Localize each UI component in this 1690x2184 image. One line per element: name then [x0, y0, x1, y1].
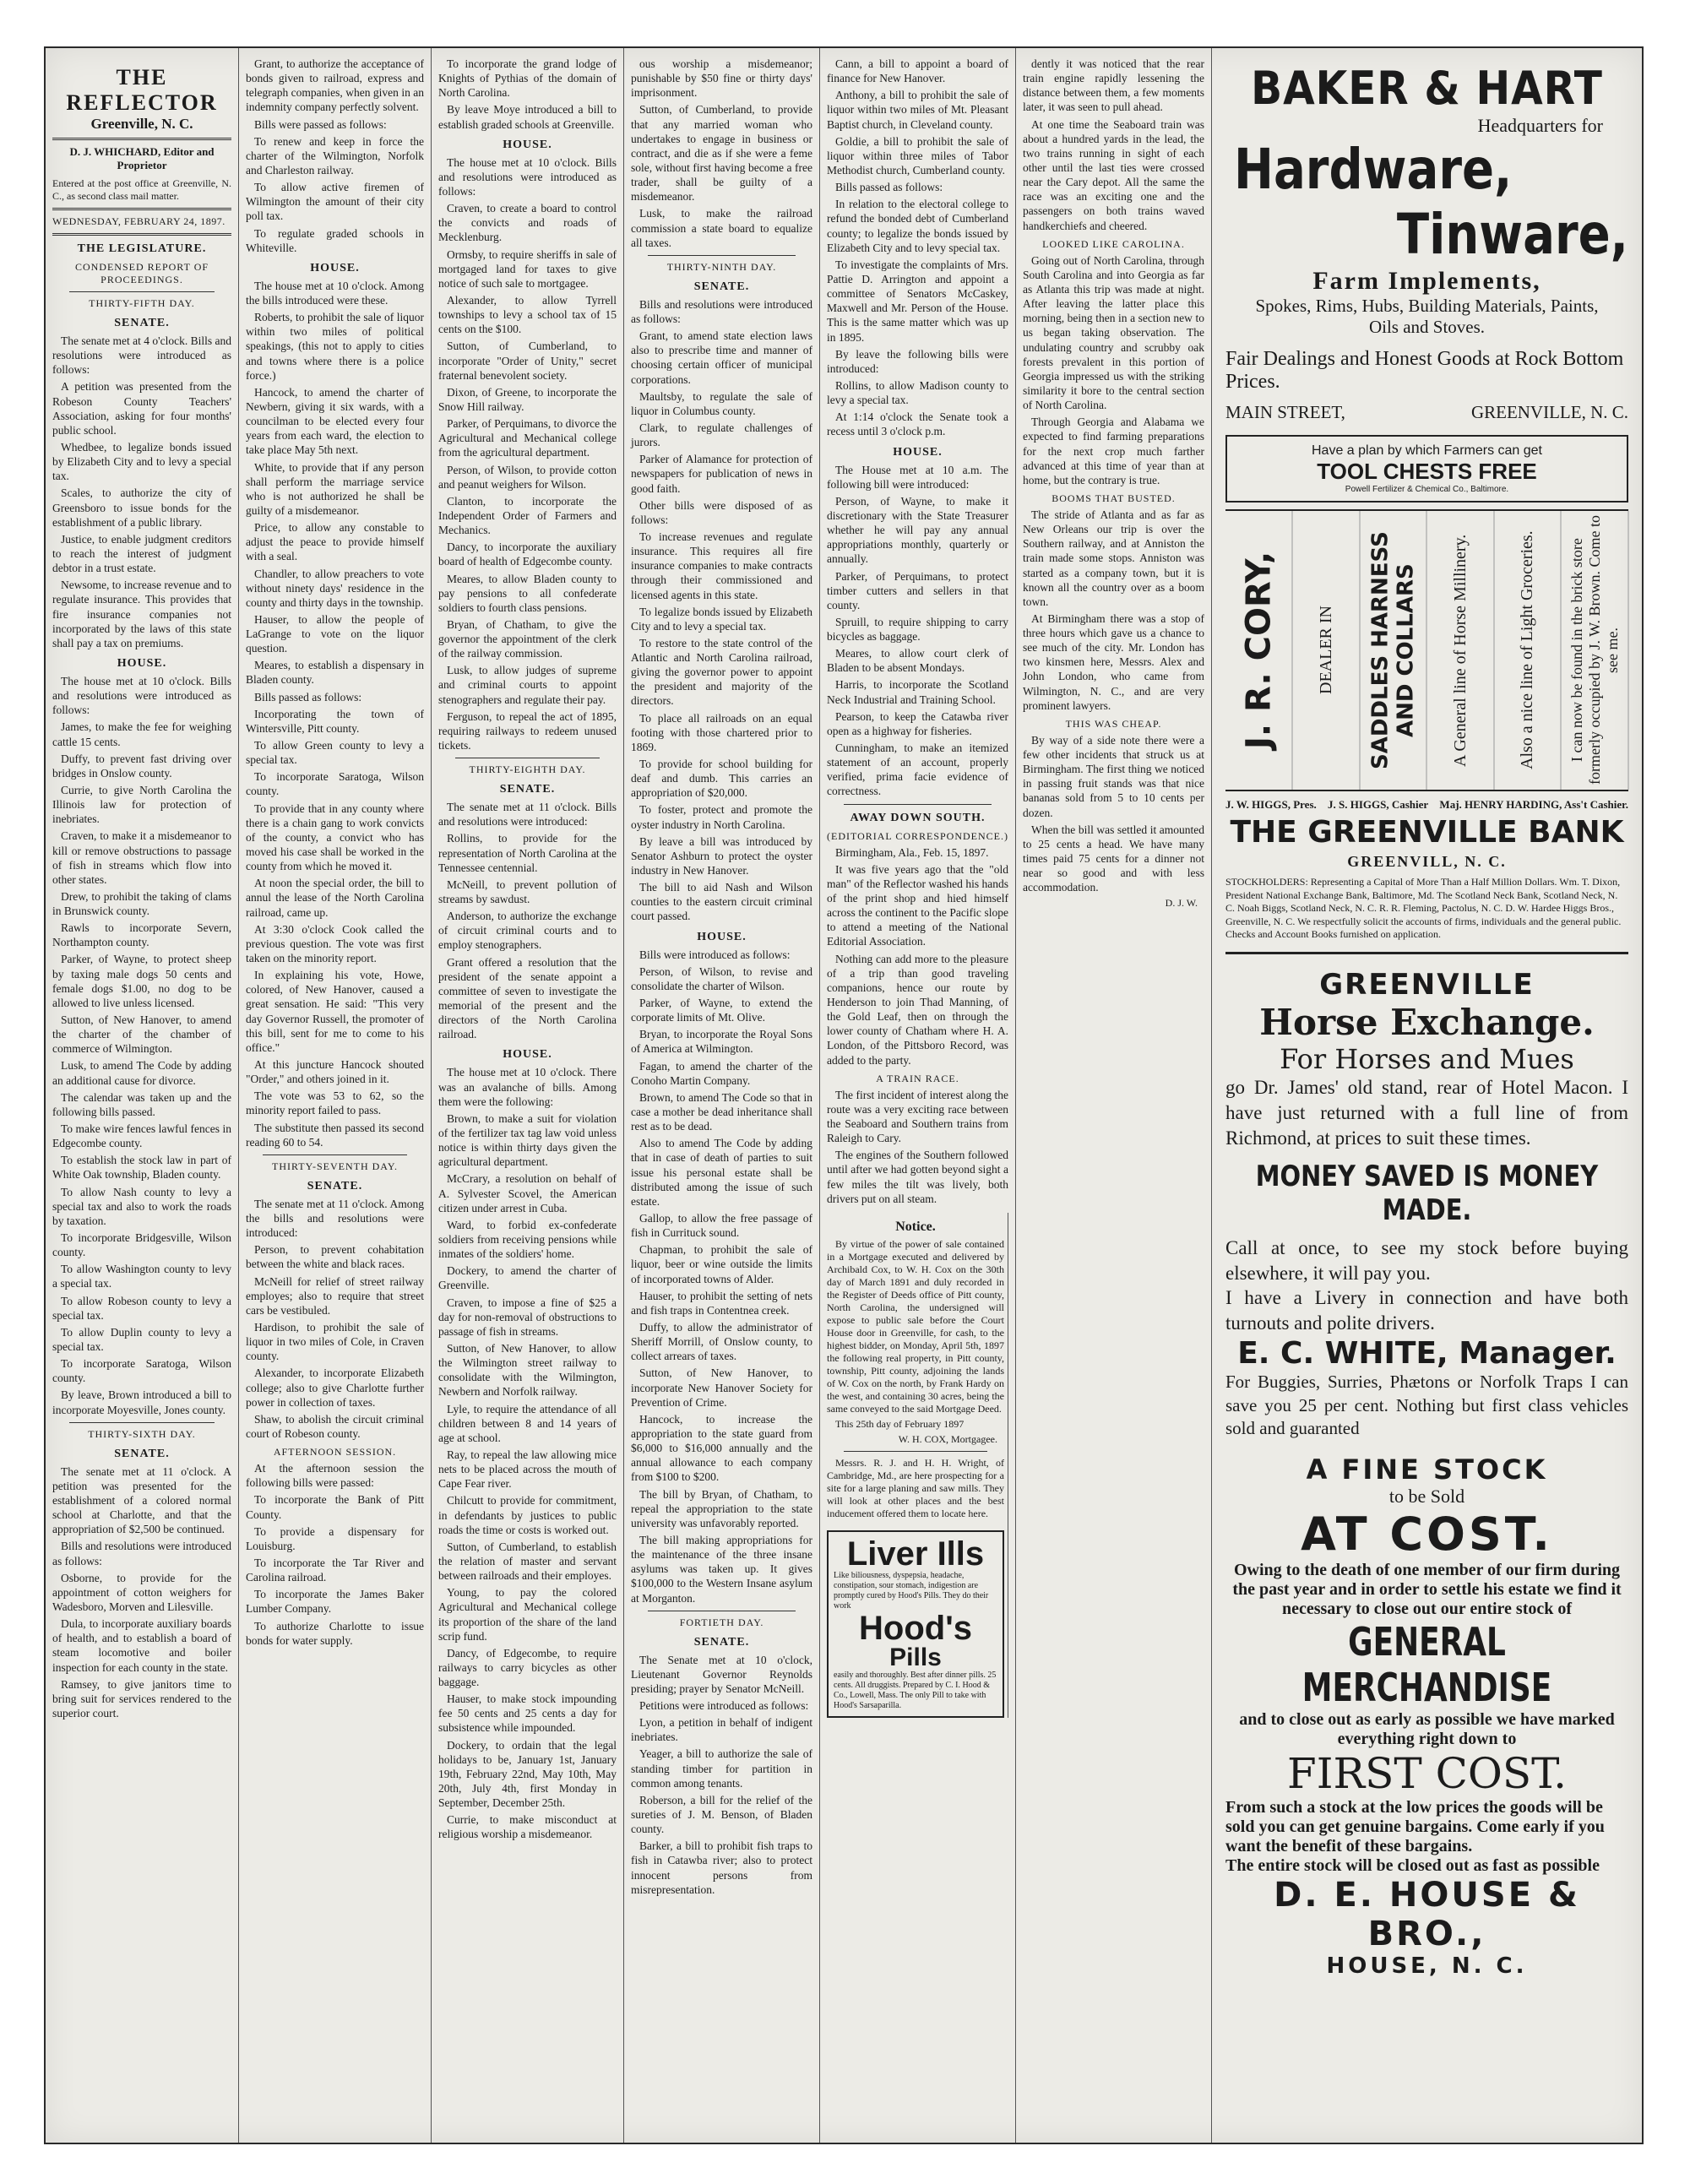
divider	[844, 1451, 987, 1452]
ad-line: Spokes, Rims, Hubs, Building Materials, Paints,	[1255, 296, 1599, 316]
paragraph: By leave the following bills were introduced:	[827, 347, 1008, 375]
paragraph: Brown, to make a suit for violation of the fertilizer tax tag law void unless notice is within thirty days given the agricultural department.	[438, 1111, 617, 1169]
paragraph: The senate met at 11 o'clock. Bills and resolutions were introduced:	[438, 801, 617, 829]
paragraph: The house met at 10 o'clock. Bills and resolutions were introduced as follows:	[52, 674, 231, 717]
paragraph: Also to amend The Code by adding that in case of death of parties to suit issue his personal estate shall be distributed among the issue of such estate.	[631, 1137, 812, 1208]
paragraph: Other bills were disposed of as follows:	[631, 498, 812, 526]
paragraph: Craven, to impose a fine of $25 a day for non-removal of obstructions to passage of fish in streams.	[438, 1296, 617, 1338]
paragraph: Harris, to incorporate the Scotland Neck Industrial and Training School.	[827, 678, 1008, 706]
divider	[648, 255, 796, 256]
tool-chest-ad	[1225, 435, 1628, 503]
ad-line-hardware: Hardware,	[1234, 137, 1513, 202]
cory-col	[1293, 511, 1361, 790]
paragraph: Ward, to forbid ex-confederate soldiers from receiving pensions while inmates of the soldiers' home.	[438, 1218, 617, 1261]
ad-headline: GREENVILLE	[1319, 967, 1535, 1002]
paragraph: To establish the stock law in part of White Oak township, Bladen county.	[52, 1154, 231, 1182]
paragraph: The House met at 10 a.m. The following bill were introduced:	[827, 463, 1008, 491]
paragraph: Chapman, to prohibit the sale of liquor, beer or wine outside the limits of incorporated towns of Alder.	[631, 1243, 812, 1285]
ad-line-implements: Farm Implements,	[1312, 267, 1541, 295]
paragraph: Through Georgia and Alabama we expected to find farming preparations for the next crop much farther advanced at this time of year than at home, but the contrary is true.	[1023, 416, 1204, 486]
divider	[52, 138, 231, 140]
ad-street: MAIN STREET,	[1225, 402, 1345, 422]
paragraph: Grant offered a resolution that the president of the senate appoint a committee of seven to investigate the memorial of the present and the directors of the North Carolina railroad.	[438, 955, 617, 1041]
paragraph: Bills and resolutions were introduced as follows:	[631, 297, 812, 325]
paragraph: At Birmingham there was a stop of three hours which gave us a chance to see much of the city. Mr. London has two kinsmen here, Messrs. Alex and John London, who came from Wilmington, N. C., and are very prominent lawyers.	[1023, 611, 1204, 712]
paragraph: When the bill was settled it amounted to 25 cents a head. We have many times paid 75 cents for a dinner not near so good and with less accommodation.	[1023, 823, 1204, 894]
paragraph: To allow Green county to levy a special tax.	[246, 739, 424, 767]
ad-line: SADDLES HARNESS AND COLLARS	[1367, 531, 1419, 769]
paragraph: Sutton, of New Hanover, to amend the charter of the chamber of commerce of Wilmington.	[52, 1013, 231, 1056]
ad-headline: Horse Exchange.	[1259, 1001, 1595, 1043]
paragraph: ous worship a misdemeanor; punishable by $50 fine or thirty days' imprisonment.	[631, 57, 812, 100]
paragraph: The house met at 10 o'clock. There was an avalanche of bills. Among them were the following:	[438, 1066, 617, 1108]
paragraph: McCrary, a resolution on behalf of A. Sylvester Scovel, the American citizen under arrest in Cuba.	[438, 1172, 617, 1214]
paragraph: Clanton, to incorporate the Independent Order of Farmers and Mechanics.	[438, 494, 617, 537]
ad-body: I have a Livery in connection and have both turnouts and polite drivers.	[1225, 1287, 1628, 1334]
paragraph: Person, of Wilson, to revise and consolidate the charter of Wilson.	[631, 964, 812, 992]
ad-line: A General line of Horse Millinery.	[1450, 534, 1470, 767]
paragraph: To make wire fences lawful fences in Edgecombe county.	[52, 1122, 231, 1150]
bank-officer: J. W. HIGGS, Pres.	[1225, 798, 1317, 811]
paragraph: Craven, to create a board to control the convicts and roads of Mecklenburg.	[438, 202, 617, 244]
paragraph: Sutton, of New Hanover, to allow the Wilmington street railway to consolidate with the Wilmington, Newbern and Norfolk railway.	[438, 1341, 617, 1399]
paragraph: At one time the Seaboard train was about a hundred yards in the lead, the two trains running in sight of each other until the last ties were crossed near the Cary depot. All the same the race was an exciting one and the passengers on both trains waved handkerchiefs and cheered.	[1023, 117, 1204, 232]
paragraph: Brown, to amend The Code so that in case a mother be dead inheritance shall rest as to be dead.	[631, 1090, 812, 1133]
paragraph: The house met at 10 o'clock. Among the bills introduced were these.	[246, 279, 424, 307]
paragraph: Duffy, to allow the administrator of Sheriff Morrill, of Onslow county, to collect arrears of taxes.	[631, 1320, 812, 1363]
day-heading: FORTIETH DAY.	[679, 1616, 764, 1628]
ad-headline: FIRST COST.	[1287, 1749, 1567, 1799]
paragraph: Person, to prevent cohabitation between the white and black races.	[246, 1243, 424, 1271]
paragraph: Parker, of Wayne, to extend the corporate limits of Mt. Olive.	[631, 997, 812, 1024]
paragraph: To investigate the complaints of Mrs. Pattie D. Arrington and appoint a committee of Senators McCaskey, Maxwell and Mr. Person of the House. This is the same matter which was up in 1895.	[827, 258, 1008, 344]
paragraph: Alexander, to allow Tyrrell townships to levy a school tax of 15 cents on the $100.	[438, 293, 617, 336]
paragraph: Barker, a bill to prohibit fish traps to fish in Catawba river; also to protect innocent persons from misrepresentation.	[631, 1839, 812, 1896]
column-2	[238, 48, 431, 2143]
paragraph: James, to make the fee for weighing cattle 15 cents.	[52, 720, 231, 748]
column-4	[623, 48, 819, 2143]
paragraph: Gallop, to allow the free passage of fish in Currituck sound.	[631, 1211, 812, 1240]
paragraph: The vote was 53 to 62, so the minority report failed to pass.	[246, 1089, 424, 1117]
paragraph: In relation to the electoral college to refund the bonded debt of Cumberland county; to legalize the bonds issued by Elizabeth City and to levy special tax.	[827, 198, 1008, 254]
senate-heading: SENATE.	[114, 317, 170, 329]
paragraph: Rollins, to provide for the representation of North Carolina at the Tennessee centennial.	[438, 832, 617, 874]
paragraph: White, to provide that if any person shall perform the marriage service who is not authorized he shall be guilty of a misdemeanor.	[246, 460, 424, 517]
dateline: Birmingham, Ala., Feb. 15, 1897.	[835, 845, 989, 859]
paragraph: By leave a bill was introduced by Senator Ashburn to protect the oyster industry in New Hanover.	[631, 834, 812, 877]
paragraph: Hauser, to make stock impounding fee 50 cents and 25 cents a day for subsistence while impounded.	[438, 1692, 617, 1735]
paragraph: dently it was noticed that the rear train engine rapidly lessening the distance between them, a few moments later, it was seen to pull ahead.	[1023, 57, 1204, 114]
paragraph: Bills passed as follows:	[254, 690, 362, 704]
notice-heading: Notice.	[895, 1219, 936, 1234]
senate-heading: SENATE.	[114, 1447, 170, 1460]
paragraph: To authorize Charlotte to issue bonds for water supply.	[246, 1619, 424, 1647]
ad-line: Fair Dealings and Honest Goods at Rock Bottom Prices.	[1225, 348, 1624, 393]
senate-heading: SENATE.	[693, 280, 750, 293]
paragraph: Yeager, a bill to authorize the sale of standing timber for partition in common among tenants.	[631, 1747, 812, 1790]
column-5	[819, 48, 1015, 2143]
paragraph: Lusk, to make the railroad commission a state board to equalize all taxes.	[631, 207, 812, 249]
paragraph: The bill making appropriations for the maintenance of the three insane asylums was taken up. It gives $100,000 to the Western Insane asylum at Morganton.	[631, 1533, 812, 1605]
cory-col	[1562, 511, 1629, 790]
entered-note: Entered at the post office at Greenville, N. C., as second class mail matter.	[52, 177, 231, 202]
paragraph: Dancy, to incorporate the auxiliary board of health of Edgecombe county.	[438, 541, 617, 568]
ad-manager: E. C. WHITE, Manager.	[1237, 1336, 1617, 1372]
paragraph: Anthony, a bill to prohibit the sale of liquor within two miles of Mt. Pleasant Baptist church, in Cleveland county.	[827, 89, 1008, 131]
ad-line: DEALER IN	[1316, 606, 1335, 695]
paragraph: To legalize bonds issued by Elizabeth City and to levy a special tax.	[631, 605, 812, 633]
paragraph: To allow Washington county to levy a special tax.	[52, 1263, 231, 1290]
paragraph: At 1:14 o'clock the Senate took a recess until 3 o'clock p.m.	[827, 410, 1008, 438]
paragraph: Sutton, of Cumberland, to establish the relation of master and servant between railroads and their employes.	[438, 1540, 617, 1583]
ad-product: Pills	[889, 1643, 942, 1671]
paragraph: To allow active firemen of Wilmington the amount of their city poll tax.	[246, 181, 424, 223]
ad-line: Also a nice line of Light Groceries.	[1517, 530, 1536, 770]
ad-subline: For Horses and Mues	[1280, 1042, 1574, 1075]
horse-exchange-ad	[1225, 968, 1628, 1440]
paragraph: Ray, to repeal the law allowing mice nets to be placed across the mouth of Cape Fear river.	[438, 1448, 617, 1491]
paragraph: Chilcutt to provide for commitment, in defendants by justices to public roads the time or costs is worked out.	[438, 1494, 617, 1536]
section-heading: A TRAIN RACE.	[876, 1072, 959, 1084]
house-heading: HOUSE.	[310, 261, 360, 274]
bottom-split	[827, 1213, 1008, 1718]
ad-body: easily and thoroughly. Best after dinner pills. 25 cents. All druggists. Prepared by C. I. Hood & Co., Lowell, Mass. The only Pill to take with Hood's Sarsaparilla.	[834, 1670, 997, 1710]
ad-headline: TOOL CHESTS FREE	[1317, 459, 1537, 484]
paragraph: By virtue of the power of sale contained in a Mortgage executed and delivered by Archibald Cox, to W. H. Cox on the 30th day of March 1891 and duly recorded in the Register of Deeds office of Pitt county, North Carolina, the undersigned will expose to public sale before the Court House door in Greenville, for cash, to the highest bidder, on Monday, April 5th, 1897 the following real property, in Pitt county, township, Pitt county, adjoining the lands of W. Cox on the north, by Frank Hardy on the west, and containing 30 acres, being the same conveyed to the said Mortgage Deed.	[827, 1237, 1004, 1415]
paragraph: Newsome, to increase revenue and to regulate insurance. This provides that fire insurance companies not incorporated by the laws of this state shall pay a tax on premiums.	[52, 579, 231, 649]
paragraph: Hancock, to amend the charter of Newbern, giving it six wards, with a councilman to be elected every four years from each ward, the election to take place May 5th next.	[246, 385, 424, 457]
article-heading: AWAY DOWN SOUTH.	[850, 811, 986, 824]
divider	[52, 233, 231, 236]
paragraph: Cunningham, to make an itemized statement of an account, properly verified, prima facie evidence of correctness.	[827, 742, 1008, 798]
ad-city: GREENVILL, N. C.	[1347, 853, 1507, 870]
ad-body: go Dr. James' old stand, rear of Hotel Macon. I have just returned with a full line of from Richmond, at prices to suit these times.	[1225, 1076, 1628, 1149]
paragraph: McNeill, to prevent pollution of streams by sawdust.	[438, 877, 617, 906]
paragraph: At 3:30 o'clock Cook called the previous question. The vote was first taken on the minority report.	[246, 922, 424, 965]
paragraph: Meares, to establish a dispensary in Bladen county.	[246, 659, 424, 687]
paragraph: Dixon, of Greene, to incorporate the Snow Hill railway.	[438, 385, 617, 413]
paragraph: Rawls to incorporate Severn, Northampton county.	[52, 921, 231, 949]
paragraph: The bill to aid Nash and Wilson counties to the eastern circuit criminal court passed.	[631, 881, 812, 923]
paragraph: The stride of Atlanta and as far as New Orleans our trip is over the Southern railway, and at Anniston the train made some stops. Anniston was started as a company town, but it is known all the country over as a boom town.	[1023, 508, 1204, 608]
ad-body: From such a stock at the low prices the goods will be sold you can get genuine bargains. Come early if you want the benefit of these bargains.	[1225, 1798, 1605, 1856]
paragraph: Meares, to allow court clerk of Bladen to be absent Mondays.	[827, 647, 1008, 675]
senate-heading: SENATE.	[693, 1635, 750, 1649]
paragraph: Lyon, a petition in behalf of indigent inebriates.	[631, 1716, 812, 1744]
paragraph: Hauser, to prohibit the setting of nets and fish traps in Contentnea creek.	[631, 1289, 812, 1317]
paragraph: Lusk, to allow judges of supreme and criminal courts to appoint stenographers and regulate their pay.	[438, 664, 617, 706]
paragraph: Grant, to authorize the acceptance of bonds given to railroad, express and telegraph companies, when given in an indemnity company perfectly solvent.	[246, 57, 424, 114]
paragraph: Justice, to enable judgment creditors to reach the interest of judgment debtor in a trust estate.	[52, 532, 231, 575]
paragraph: By leave, Brown introduced a bill to incorporate Moyesville, Jones county.	[52, 1388, 231, 1416]
paragraph: Person, of Wilson, to provide cotton and peanut weighers for Wilson.	[438, 463, 617, 491]
ad-headline: A FINE STOCK	[1306, 1453, 1548, 1486]
column-3	[431, 48, 623, 2143]
paragraph: To renew and keep in force the charter of the Wilmington, Norfolk and Charleston railway.	[246, 134, 424, 177]
paragraph: Pearson, to keep the Catawba river open as a highway for fisheries.	[827, 709, 1008, 737]
paragraph: The bill by Bryan, of Chatham, to repeal the appropriation to the state university was unfavorably reported.	[631, 1487, 812, 1529]
paragraph: To allow Duplin county to levy a special tax.	[52, 1325, 231, 1353]
paragraph: Ferguson, to repeal the act of 1895, requiring railways to redeem unused tickets.	[438, 709, 617, 752]
paragraph: Parker of Alamance for protection of newspapers for publication of news in good faith.	[631, 453, 812, 495]
paragraph: The house met at 10 o'clock. Bills and resolutions were introduced as follows:	[438, 155, 617, 198]
paragraph: This 25th day of February 1897	[835, 1417, 965, 1430]
paragraph: Parker, of Perquimans, to protect timber cutters and sellers in that county.	[827, 569, 1008, 611]
paragraph: Petitions were introduced as follows:	[639, 1699, 809, 1713]
cory-col	[1225, 511, 1293, 790]
ad-body: Call at once, to see my stock before buying elsewhere, it will pay you.	[1225, 1236, 1628, 1284]
paragraph: Rollins, to allow Madison county to levy a special tax.	[827, 378, 1008, 407]
paragraph: Scales, to authorize the city of Greensboro to issue bonds for the establishment of a public library.	[52, 486, 231, 529]
column-6	[1015, 48, 1211, 2143]
paragraph: Bills were passed as follows:	[254, 117, 387, 131]
column-1	[46, 48, 238, 2143]
baker-hart-ad	[1225, 62, 1628, 423]
hoods-pills-ad	[827, 1530, 1004, 1718]
legislature-title: THE LEGISLATURE.	[77, 242, 207, 255]
paragraph: At the afternoon session the following bills were passed:	[246, 1462, 424, 1490]
paragraph: To incorporate Saratoga, Wilson county.	[246, 770, 424, 798]
ad-body: and to close out as early as possible we have marked everything right down to	[1239, 1710, 1615, 1749]
paragraph: Going out of North Carolina, through South Carolina and into Georgia as far as Atlanta this trip was made at night. After leaving the latter place this morning, being then in a section new to us began taking observation. The undulating country and scrubby oak forests prevalent in this portion of Georgia impressed us with the striking similarity it bore to the central section of North Carolina.	[1023, 253, 1204, 412]
legislature-subtitle: CONDENSED REPORT OF PROCEEDINGS.	[74, 261, 209, 285]
paragraph: Duffy, to prevent fast driving over bridges in Onslow county.	[52, 752, 231, 780]
house-heading: HOUSE.	[117, 656, 167, 670]
paragraph: To incorporate the Bank of Pitt County.	[246, 1493, 424, 1521]
paragraph: The substitute then passed its second reading 60 to 54.	[246, 1121, 424, 1149]
paragraph: Alexander, to incorporate Elizabeth college; also to give Charlotte further power in collection of taxes.	[246, 1366, 424, 1409]
paragraph: Ormsby, to require sheriffs in sale of mortgaged land for taxes to give notice of such sale to mortgagee.	[438, 247, 617, 290]
paragraph: By leave Moye introduced a bill to establish graded schools at Greenville.	[438, 103, 617, 131]
divider	[69, 291, 215, 292]
ad-address	[1225, 402, 1628, 423]
paragraph: To provide that in any county where there is a chain gang to work convicts of the county, a convict who has moved his case shall be worked in the county from which he moved it.	[246, 801, 424, 873]
house-heading: HOUSE.	[503, 138, 552, 151]
paragraph: Hauser, to allow the people of LaGrange to vote on the liquor question.	[246, 612, 424, 655]
ad-line-tinware: Tinware,	[1396, 202, 1628, 267]
paragraph: To incorporate the James Baker Lumber Company.	[246, 1588, 424, 1616]
paragraph: To allow Robeson county to levy a special tax.	[52, 1294, 231, 1322]
ad-body: STOCKHOLDERS: Representing a Capital of More Than a Half Million Dollars. Wm. T. Dixon, President National Exchange Bank, Baltimore, Md. The Scotland Neck Bank, Scotland Neck, N. C. Noah Biggs, Scotland Neck, N. C. R. R. Fleming, Pactolus, N. C. D. W. Hardee Higgs Bros., Greenville, N. C. We respectfully solicit the accounts of firms, individuals and the general public. Checks and Account Books furnished on application.	[1225, 876, 1622, 941]
paragraph: Maultsby, to regulate the sale of liquor in Columbus county.	[631, 389, 812, 417]
ad-headline: BAKER & HART	[1251, 62, 1603, 115]
paragraph: The Senate met at 10 o'clock, Lieutenant Governor Reynolds presiding; prayer by Senator McNeill.	[631, 1653, 812, 1695]
paragraph: The first incident of interest along the route was a very exciting race between the Seaboard and Southern trains from Raleigh to Cary.	[827, 1088, 1008, 1145]
paragraph: Fagan, to amend the charter of the Conoho Martin Company.	[631, 1059, 812, 1087]
house-heading: HOUSE.	[503, 1048, 552, 1062]
paragraph: Anderson, to authorize the exchange of circuit criminal courts and to employ stenographers.	[438, 910, 617, 952]
paragraph: Messrs. R. J. and H. H. Wright, of Cambridge, Md., are here prospecting for a site for a large planing and saw mills. They will look at other places and the best inducement offered them to locate here.	[827, 1456, 1004, 1519]
ad-headline: GENERAL MERCHANDISE	[1301, 1619, 1552, 1711]
paragraph: In explaining his vote, Howe, colored, of New Hanover, caused a great sensation. He said: "This very day Governor Russell, the promoter of this bill, sent for me to come to his office."	[246, 969, 424, 1054]
paragraph: To increase revenues and regulate insurance. This requires all fire insurance companies to make contracts through their commissioned and licensed agents in this state.	[631, 530, 812, 601]
cory-ad	[1225, 509, 1628, 791]
ad-slogan: MONEY SAVED IS MONEY MADE.	[1255, 1159, 1599, 1227]
paragraph: To incorporate the grand lodge of Knights of Pythias of the domain of North Carolina.	[438, 57, 617, 100]
paragraph: The senate met at 11 o'clock. A petition was presented for the establishment of a colored normal school at Charlotte, and that the appropriation of $2,500 be continued.	[52, 1464, 231, 1536]
divider	[52, 208, 231, 210]
section-heading: THIS WAS CHEAP.	[1065, 717, 1162, 730]
paragraph: Clark, to regulate challenges of jurors.	[631, 421, 812, 449]
paragraph: To provide a dispensary for Louisburg.	[246, 1524, 424, 1552]
cory-col	[1494, 511, 1562, 790]
bank-ad	[1225, 798, 1628, 942]
paragraph: To incorporate Saratoga, Wilson county.	[52, 1357, 231, 1385]
paragraph: Craven, to make it a misdemeanor to kill or remove obstructions to passage of fish in streams which flow into other states.	[52, 829, 231, 886]
paragraph: To restore to the state control of the Atlantic and North Carolina railroad, giving the governor power to appoint the president and majority of the directors.	[631, 636, 812, 708]
paragraph: Whedbee, to legalize bonds issued by Elizabeth City and to levy a special tax.	[52, 440, 231, 483]
paragraph: Bills passed as follows:	[835, 181, 943, 194]
paragraph: Sutton, of Cumberland, to provide that any married woman who undertakes to engage in business or contract, and die as if she were a feme sole, without first having become a free trader, shall be guilty of a misdemeanor.	[631, 103, 812, 204]
ad-brand: Hood's	[859, 1609, 972, 1647]
ad-line: Oils and Stoves.	[1368, 317, 1486, 337]
paragraph: To allow Nash county to levy a special tax and also to work the roads by taxation.	[52, 1185, 231, 1227]
paragraph: Price, to allow any constable to adjust the peace to provide himself with a seal.	[246, 521, 424, 563]
paragraph: Person, of Wayne, to make it discretionary with the State Treasurer whether he will pay any annual appropriations monthly, quarterly or annually.	[827, 494, 1008, 566]
section-heading: LOOKED LIKE CAROLINA.	[1042, 237, 1185, 250]
ad-body: The entire stock will be closed out as fast as possible	[1225, 1856, 1600, 1876]
paragraph: Lusk, to amend The Code by adding an additional cause for divorce.	[52, 1059, 231, 1087]
ad-headline: J. R. CORY,	[1239, 551, 1279, 750]
paragraph: Bills were introduced as follows:	[639, 948, 791, 961]
day-heading: THIRTY-FIFTH DAY.	[89, 297, 195, 309]
divider	[844, 804, 992, 805]
paragraph: Ramsey, to give janitors time to bring suit for services rendered to the superior court.	[52, 1677, 231, 1719]
ad-line: I can now be found in the brick store formerly occupied by J. W. Brown. Come to see me.	[1568, 515, 1621, 785]
paragraph: Goldie, a bill to prohibit the sale of liquor within three miles of Tabor Methodist church, Cumberland county.	[827, 134, 1008, 177]
divider	[1225, 952, 1628, 954]
ad-line: Powell Fertilizer & Chemical Co., Baltimore.	[1345, 485, 1509, 494]
signature: W. H. COX, Mortgagee.	[898, 1432, 997, 1445]
paragraph: McNeill for relief of street railway employes; also to require that street cars be vestibuled.	[246, 1274, 424, 1317]
house-bro-ad	[1225, 1453, 1628, 1979]
bank-officer: J. S. HIGGS, Cashier	[1328, 798, 1429, 811]
senate-heading: SENATE.	[499, 783, 556, 796]
paragraph: Bryan, to incorporate the Royal Sons of America at Wilmington.	[631, 1028, 812, 1056]
paragraph: Currie, to give North Carolina the Illinois law for protection of inebriates.	[52, 783, 231, 826]
editor-line: D. J. WHICHARD, Editor and Proprietor	[69, 145, 215, 171]
masthead-place: Greenville, N. C.	[90, 116, 193, 132]
ad-signature-place: HOUSE, N. C.	[1326, 1953, 1528, 1980]
paragraph: To incorporate the Tar River and Carolina railroad.	[246, 1556, 424, 1584]
paragraph: At this juncture Hancock shouted "Order," and others joined in it.	[246, 1058, 424, 1086]
paragraph: By way of a side note there were a few other incidents that struck us at Birmingham. The first thing we noticed in passing fruit stands was that nice bananas sold from 5 to 10 cents per dozen.	[1023, 733, 1204, 819]
house-heading: HOUSE.	[893, 445, 943, 459]
column-ads	[1211, 48, 1642, 2143]
senate-heading: SENATE.	[307, 1179, 363, 1193]
newspaper-page	[44, 46, 1644, 2144]
paragraph: Spruill, to require shipping to carry bicycles as baggage.	[827, 615, 1008, 644]
paragraph: To provide for school building for deaf and dumb. This carries an appropriation of $20,000.	[631, 758, 812, 800]
ad-headline: THE GREENVILLE BANK	[1230, 815, 1624, 850]
bank-officer: Maj. HENRY HARDING, Ass't Cashier.	[1439, 798, 1628, 811]
paragraph: Parker, of Wayne, to protect sheep by taxing male dogs 50 cents and female dogs $1.00, no dog to be allowed to live unless licensed.	[52, 953, 231, 1009]
cory-col	[1427, 511, 1495, 790]
ad-body: Owing to the death of one member of our firm during the past year and in order to settle his estate we find it necessary to close out our entire stock of	[1232, 1561, 1622, 1619]
ad-headline: Liver Ills	[846, 1535, 985, 1573]
paragraph: Bills and resolutions were introduced as follows:	[52, 1540, 231, 1567]
paragraph: Dockery, to amend the charter of Greenville.	[438, 1264, 617, 1292]
ad-subline: to be Sold	[1388, 1486, 1465, 1508]
section-heading: BOOMS THAT BUSTED.	[1051, 492, 1176, 504]
paragraph: To regulate graded schools in Whiteville.	[246, 226, 424, 254]
paragraph: Currie, to make misconduct at religious worship a misdemeanor.	[438, 1813, 617, 1841]
paragraph: Sutton, of New Hanover, to incorporate New Hanover Society for Prevention of Crime.	[631, 1366, 812, 1409]
paragraph: To incorporate Bridgesville, Wilson county.	[52, 1231, 231, 1259]
paragraph: The calendar was taken up and the following bills passed.	[52, 1090, 231, 1118]
paragraph: Cann, a bill to appoint a board of finance for New Hanover.	[827, 57, 1008, 85]
paragraph: The senate met at 11 o'clock. Among the bills and resolutions were introduced:	[246, 1197, 424, 1240]
paragraph: To foster, protect and promote the oyster industry in North Carolina.	[631, 803, 812, 831]
paragraph: To place all railroads on an equal footing with those chartered prior to 1869.	[631, 711, 812, 753]
divider	[69, 1422, 215, 1423]
cory-col	[1360, 511, 1427, 790]
paragraph: Shaw, to abolish the circuit criminal court of Robeson county.	[246, 1412, 424, 1440]
paragraph: Young, to pay the colored Agricultural and Mechanical college its proportion of the share of the land scrip fund.	[438, 1586, 617, 1643]
paragraph: Osborne, to provide for the appointment of cotton weighers for Wadesboro, Morven and Lilesville.	[52, 1571, 231, 1613]
paragraph: A petition was presented from the Robeson County Teachers' Association, asking for four months' public school.	[52, 380, 231, 437]
ad-body: For Buggies, Surries, Phætons or Norfolk Traps I can save you 25 per cent. Nothing but first class vehicles sold and guaranted	[1225, 1372, 1628, 1438]
paragraph: The senate met at 4 o'clock. Bills and resolutions were introduced as follows:	[52, 334, 231, 377]
paragraph: Chandler, to allow preachers to vote without ninety days' residence in the county and thirty days in the township.	[246, 567, 424, 609]
paragraph: Drew, to prohibit the taking of clams in Brunswick county.	[52, 889, 231, 918]
paragraph: Sutton, of Cumberland, to incorporate "Order of Unity," secret fraternal benevolent society.	[438, 340, 617, 382]
ad-body: Like biliousness, dyspepsia, headache, constipation, sour stomach, indigestion are promptly cured by Hood's Pills. They do their work	[834, 1570, 989, 1611]
paragraph: Meares, to allow Bladen county to pay pensions to all confederate soldiers to fourth class pensions.	[438, 572, 617, 614]
paragraph: Hancock, to increase the appropriation to the state guard from $6,000 to $16,000 annually and the annual allowance to each company from $100 to $200.	[631, 1412, 812, 1484]
bank-officers	[1225, 798, 1628, 812]
day-heading: THIRTY-EIGHTH DAY.	[469, 763, 586, 776]
paragraph: Roberson, a bill for the relief of the sureties of J. M. Benson, of Bladen county.	[631, 1793, 812, 1836]
signature: D. J. W.	[1165, 897, 1198, 910]
paragraph: Roberts, to prohibit the sale of liquor within two miles of political speakings, (this not to apply to cities and towns where there is a police force.)	[246, 311, 424, 382]
paragraph: Parker, of Perquimans, to divorce the Agricultural and Mechanical college from the agricultural department.	[438, 417, 617, 459]
paragraph: The engines of the Southern followed until after we had gotten beyond sight a few miles the tilt was lively, both drivers put on all steam.	[827, 1149, 1008, 1205]
paragraph: Incorporating the town of Wintersville, Pitt county.	[246, 707, 424, 735]
ad-subline: Headquarters for	[1477, 115, 1603, 136]
paragraph: Dockery, to ordain that the legal holidays to be, January 1st, January 19th, February 22nd, May 10th, May 20th, July 4th, first Monday in September, December 25th.	[438, 1738, 617, 1810]
notice-box	[827, 1213, 1008, 1718]
paragraph: Nothing can add more to the pleasure of a trip than good traveling companions, hence our route by Henderson to join Thad Manning, of the Gold Leaf, then on through the lower county of Chatham where H. A. London, of the Pittsboro Record, was added to the party.	[827, 952, 1008, 1067]
ad-city: GREENVILLE, N. C.	[1470, 402, 1628, 422]
masthead: THE REFLECTOR	[66, 65, 218, 115]
ad-line: Have a plan by which Farmers can get	[1311, 443, 1542, 458]
article-subheading: (EDITORIAL CORRESPONDENCE.)	[827, 829, 1008, 842]
issue-date: WEDNESDAY, FEBRUARY 24, 1897.	[52, 215, 226, 227]
paragraph: Hardison, to prohibit the sale of liquor in two miles of Cole, in Craven county.	[246, 1320, 424, 1363]
day-heading: THIRTY-NINTH DAY.	[666, 260, 777, 273]
house-heading: HOUSE.	[697, 930, 747, 943]
paragraph: It was five years ago that the "old man" of the Reflector washed his hands of the print shop and hied himself across the continent to the Pacific slope to attend a meeting of the National Editorial Association.	[827, 862, 1008, 948]
paragraph: Dancy, of Edgecombe, to require railways to carry bicycles as other baggage.	[438, 1646, 617, 1689]
paragraph: Dula, to incorporate auxiliary boards of health, and to establish a board of steam locomotive and boiler inspection for each county in the state.	[52, 1617, 231, 1674]
paragraph: Lyle, to require the attendance of all children between 8 and 14 years of age at school.	[438, 1402, 617, 1444]
paragraph: Bryan, of Chatham, to give the governor the appointment of the clerk of the railway commission.	[438, 617, 617, 660]
divider	[263, 1154, 407, 1155]
day-heading: THIRTY-SIXTH DAY.	[88, 1427, 196, 1440]
session-heading: AFTERNOON SESSION.	[273, 1446, 397, 1459]
ad-headline: AT COST.	[1301, 1508, 1553, 1562]
paragraph: Grant, to amend state election laws also to prescribe time and manner of choosing certain officer of municipal corporations.	[631, 329, 812, 386]
ad-signature: D. E. HOUSE & BRO.,	[1274, 1876, 1580, 1954]
paragraph: At noon the special order, the bill to annul the lease of the North Carolina railroad, came up.	[246, 877, 424, 919]
day-heading: THIRTY-SEVENTH DAY.	[272, 1160, 398, 1172]
